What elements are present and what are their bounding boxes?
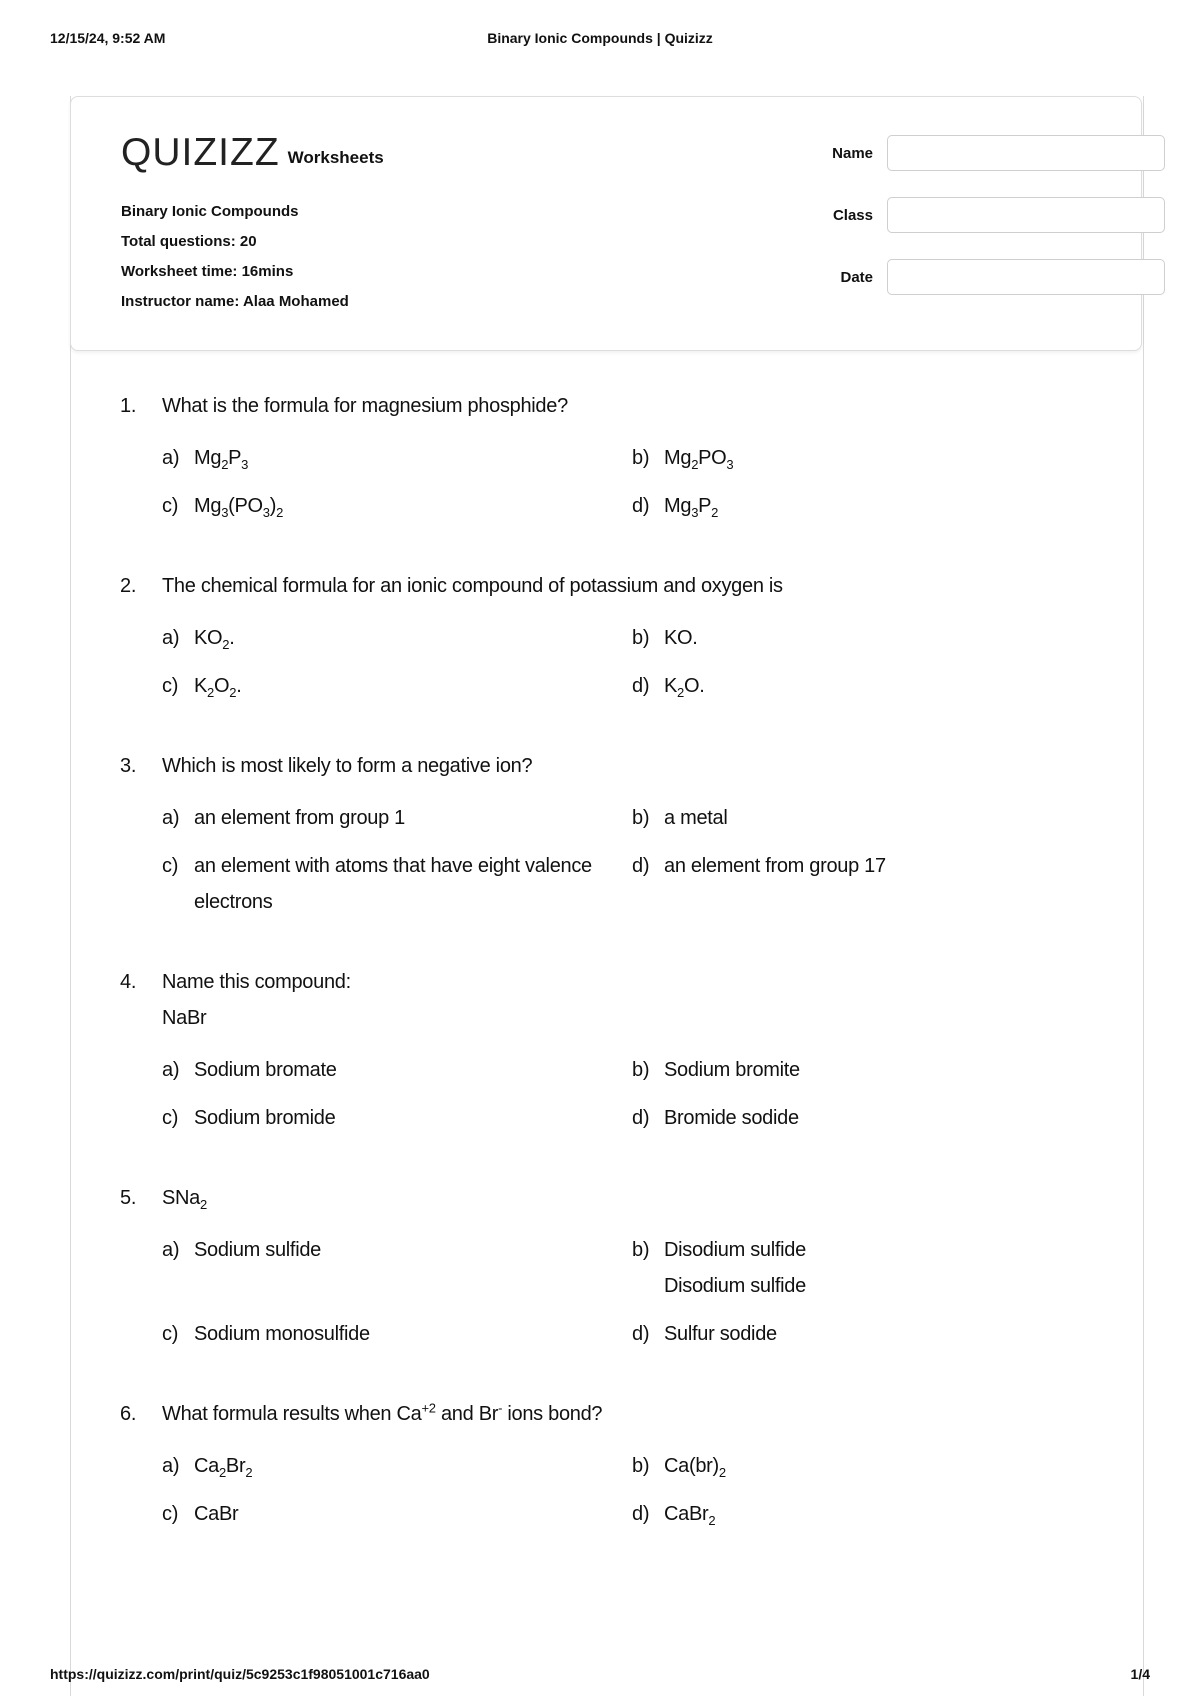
- date-label: Date: [840, 268, 873, 286]
- worksheet-time: Worksheet time: 16mins: [121, 263, 294, 280]
- question-number: 1.: [120, 395, 137, 417]
- question-header: [120, 964, 1120, 1036]
- option-letter: b): [632, 447, 650, 469]
- question-2: [120, 568, 1120, 704]
- answer-option: [162, 488, 632, 524]
- answer-option: [162, 1232, 632, 1304]
- answer-option: [162, 668, 632, 704]
- answer-option: [632, 488, 1102, 524]
- option-letter: d): [632, 1323, 650, 1345]
- print-title: Binary Ionic Compounds | Quizizz: [487, 30, 713, 46]
- answer-option: [632, 1100, 1102, 1136]
- option-text: $Ca_2Br_2$: [194, 1455, 253, 1480]
- question-text: SNa$_2$: [162, 1187, 207, 1212]
- print-header: [50, 30, 1150, 50]
- option-text: $KO_2$.: [194, 627, 235, 652]
- answer-options: [162, 440, 1120, 524]
- question-number: 4.: [120, 971, 137, 993]
- option-letter: d): [632, 495, 650, 517]
- question-text: Name this compound: NaBr: [162, 971, 351, 1029]
- option-letter: a): [162, 1455, 180, 1477]
- option-text: Sodium monosulfide: [194, 1323, 370, 1345]
- question-4: [120, 964, 1120, 1136]
- answer-option: [162, 1100, 632, 1136]
- option-letter: c): [162, 495, 179, 517]
- option-text: KO.: [664, 627, 698, 649]
- answer-option: [632, 668, 1102, 704]
- answer-option: [632, 1448, 1102, 1484]
- option-text: Sodium bromate: [194, 1059, 337, 1081]
- question-5: [120, 1180, 1120, 1352]
- question-6: [120, 1396, 1120, 1532]
- answer-option: [632, 1496, 1102, 1532]
- answer-option: [632, 620, 1102, 656]
- name-field[interactable]: [887, 135, 1165, 171]
- question-text: Which is most likely to form a negative ion?: [162, 755, 533, 777]
- option-text: $Mg_2PO_3$: [664, 447, 734, 472]
- question-number: 3.: [120, 755, 137, 777]
- total-questions: Total questions: 20: [121, 233, 257, 250]
- option-letter: c): [162, 855, 179, 877]
- answer-options: [162, 620, 1120, 704]
- option-letter: b): [632, 807, 650, 829]
- worksheet-meta: [121, 197, 349, 317]
- option-letter: c): [162, 675, 179, 697]
- question-1: [120, 388, 1120, 524]
- option-text: CaBr$_2$: [664, 1503, 716, 1528]
- answer-option: [162, 1448, 632, 1484]
- option-text: $K_2O$.: [664, 675, 705, 700]
- option-letter: b): [632, 627, 650, 649]
- question-text: What is the formula for magnesium phosphide?: [162, 395, 568, 417]
- option-letter: d): [632, 1503, 650, 1525]
- option-text: Sulfur sodide: [664, 1323, 777, 1345]
- logo-subtitle: Worksheets: [287, 148, 384, 167]
- name-label: Name: [832, 144, 873, 162]
- brand: [121, 133, 384, 172]
- option-text: an element with atoms that have eight valence electrons: [194, 855, 592, 913]
- class-field-row: [761, 197, 1165, 233]
- question-header: [120, 388, 1120, 424]
- answer-option: [632, 1232, 1102, 1304]
- quizizz-logo: QUIZIZZ: [121, 131, 280, 174]
- print-timestamp: 12/15/24, 9:52 AM: [50, 30, 166, 46]
- question-text: What formula results when $Ca^{+2}$ and Br- ions bond?: [162, 1400, 603, 1425]
- question-list: [120, 388, 1120, 1532]
- answer-option: [632, 800, 1102, 836]
- option-letter: b): [632, 1239, 650, 1261]
- answer-options: [162, 1052, 1120, 1136]
- option-letter: b): [632, 1455, 650, 1477]
- answer-option: [162, 1052, 632, 1088]
- option-text: Sodium sulfide: [194, 1239, 321, 1261]
- option-letter: d): [632, 855, 650, 877]
- date-field-row: [761, 259, 1165, 295]
- question-header: [120, 1396, 1120, 1432]
- answer-options: [162, 1448, 1120, 1532]
- option-letter: b): [632, 1059, 650, 1081]
- name-field-row: [761, 135, 1165, 171]
- option-text: Sodium bromide: [194, 1107, 336, 1129]
- worksheet-title: Binary Ionic Compounds: [121, 203, 299, 220]
- worksheet-header-card: [70, 96, 1142, 351]
- option-text: $Mg_3(PO_3)_2$: [194, 495, 284, 520]
- option-text: Sodium bromite: [664, 1059, 800, 1081]
- answer-option: [632, 1316, 1102, 1352]
- option-letter: c): [162, 1503, 179, 1525]
- question-header: [120, 568, 1120, 604]
- answer-option: [632, 440, 1102, 476]
- question-number: 6.: [120, 1403, 137, 1425]
- question-number: 2.: [120, 575, 137, 597]
- print-url: https://quizizz.com/print/quiz/5c9253c1f98051001c716aa0: [50, 1666, 430, 1682]
- option-text: an element from group 1: [194, 807, 406, 829]
- answer-options: [162, 1232, 1120, 1352]
- page-number: 1/4: [1130, 1666, 1150, 1682]
- answer-option: [162, 440, 632, 476]
- option-text: an element from group 17: [664, 855, 886, 877]
- answer-option: [162, 848, 632, 920]
- option-letter: a): [162, 447, 180, 469]
- option-text: CaBr: [194, 1503, 239, 1525]
- option-letter: a): [162, 807, 180, 829]
- option-letter: d): [632, 675, 650, 697]
- option-text: Bromide sodide: [664, 1107, 799, 1129]
- instructor-name: Instructor name: Alaa Mohamed: [121, 293, 349, 310]
- date-field[interactable]: [887, 259, 1165, 295]
- answer-option: [162, 620, 632, 656]
- answer-option: [632, 1052, 1102, 1088]
- answer-option: [632, 848, 1102, 920]
- option-text: $Mg_3P_2$: [664, 495, 719, 520]
- question-3: [120, 748, 1120, 920]
- option-text: Disodium sulfide Disodium sulfide: [664, 1239, 806, 1297]
- option-letter: a): [162, 627, 180, 649]
- answer-option: [162, 1496, 632, 1532]
- option-letter: a): [162, 1059, 180, 1081]
- option-text: a metal: [664, 807, 728, 829]
- option-text: $Mg_2P_3$: [194, 447, 249, 472]
- option-letter: a): [162, 1239, 180, 1261]
- option-letter: c): [162, 1323, 179, 1345]
- question-text: The chemical formula for an ionic compound of potassium and oxygen is: [162, 575, 783, 597]
- option-text: $Ca(br)_2$: [664, 1455, 726, 1480]
- question-number: 5.: [120, 1187, 137, 1209]
- question-header: [120, 748, 1120, 784]
- answer-options: [162, 800, 1120, 920]
- option-letter: d): [632, 1107, 650, 1129]
- answer-option: [162, 800, 632, 836]
- question-header: [120, 1180, 1120, 1216]
- class-label: Class: [832, 206, 873, 224]
- class-field[interactable]: [887, 197, 1165, 233]
- answer-option: [162, 1316, 632, 1352]
- option-letter: c): [162, 1107, 179, 1129]
- option-text: $K_2O_2$.: [194, 675, 242, 700]
